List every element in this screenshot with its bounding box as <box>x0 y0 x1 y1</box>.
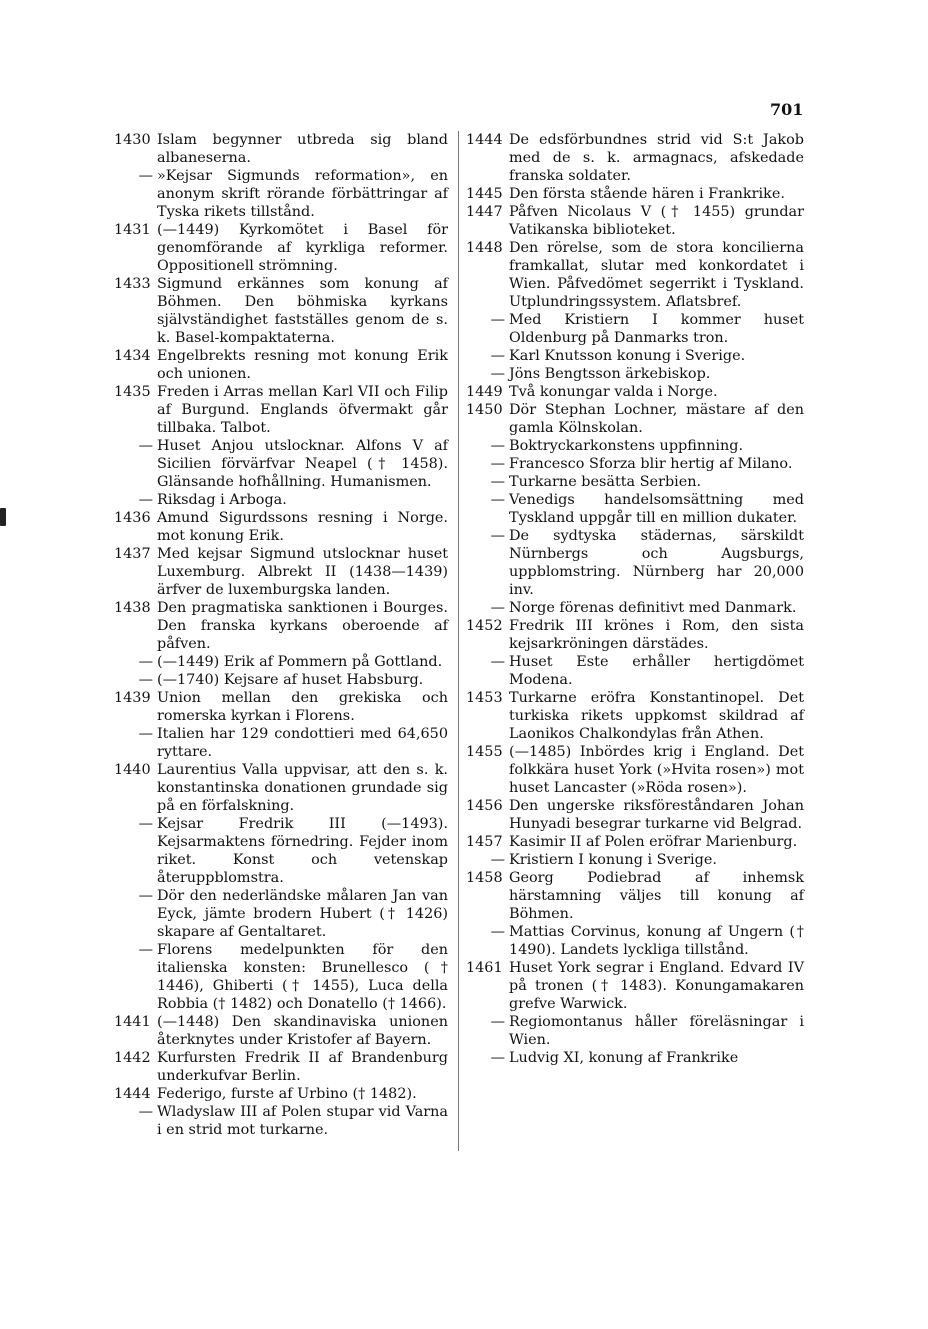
entry-text: Dör Stephan Lochner, mästare af den gamla Kölnskolan. <box>509 402 804 436</box>
entry-text: Den pragmatiska sanktionen i Bourges. Den franska kyrkans oberoende af påfven. <box>157 600 448 652</box>
entry-year: 1441 <box>114 1014 151 1030</box>
chronology-entry <box>114 1103 448 1139</box>
entry-year: — <box>490 924 505 940</box>
entry-text: Regiomontanus håller föreläsningar i Wien. <box>509 1014 804 1048</box>
entry-year: 1439 <box>114 690 151 706</box>
entry-text: (—1449) Erik af Pommern på Gottland. <box>157 654 443 670</box>
entry-year: 1438 <box>114 600 151 616</box>
entry-text: Norge förenas definitivt med Danmark. <box>509 600 797 616</box>
chronology-entry <box>466 869 804 923</box>
chronology-entry <box>114 653 448 671</box>
chronology-entry <box>466 599 804 617</box>
entry-text: (—1449) Kyrkomötet i Basel för genomförande af kyrkliga reformer. Oppositionell strömning. <box>157 222 448 274</box>
margin-mark <box>0 508 6 526</box>
entry-text: Engelbrekts resning mot konung Erik och unionen. <box>157 348 448 382</box>
entry-text: Ludvig XI, konung af Frankrike <box>509 1050 739 1066</box>
left-column <box>114 131 448 1139</box>
entry-text: Med kejsar Sigmund utslocknar huset Luxemburg. Albrekt II (1438—1439) ärfver de luxemburgska landen. <box>157 546 448 598</box>
chronology-entry <box>466 743 804 797</box>
chronology-entry <box>466 203 804 239</box>
entry-text: Turkarne besätta Serbien. <box>509 474 702 490</box>
chronology-entry <box>466 455 804 473</box>
entry-text: Jöns Bengtsson ärkebiskop. <box>509 366 711 382</box>
right-column <box>466 131 804 1067</box>
chronology-entry <box>466 617 804 653</box>
entry-year: 1442 <box>114 1050 151 1066</box>
entry-year: — <box>490 852 505 868</box>
entry-year: 1430 <box>114 132 151 148</box>
chronology-entry <box>114 941 448 1013</box>
entry-year: — <box>490 312 505 328</box>
entry-text: Venedigs handelsomsättning med Tyskland uppgår till en million dukater. <box>509 492 804 526</box>
chronology-entry <box>466 473 804 491</box>
entry-text: Mattias Corvinus, konung af Ungern († 1490). Landets lyckliga tillstånd. <box>509 924 804 958</box>
chronology-entry <box>466 185 804 203</box>
entry-year: — <box>490 366 505 382</box>
entry-text: Den rörelse, som de stora koncilierna framkallat, slutar med konkordatet i Wien. Påfvedömet segerrikt i Tyskland. Utplundringssystem. Aflatsbref. <box>509 240 804 310</box>
entry-year: 1456 <box>466 798 503 814</box>
chronology-entry <box>466 365 804 383</box>
entry-year: — <box>490 348 505 364</box>
entry-text: Wladyslaw III af Polen stupar vid Varna i en strid mot turkarne. <box>157 1104 448 1138</box>
chronology-entry <box>114 437 448 491</box>
entry-year: — <box>490 600 505 616</box>
entry-year: — <box>490 654 505 670</box>
entry-year: 1461 <box>466 960 503 976</box>
chronology-entry <box>466 797 804 833</box>
chronology-entry <box>114 599 448 653</box>
chronology-entry <box>114 761 448 815</box>
chronology-entry <box>114 383 448 437</box>
chronology-entry <box>114 671 448 689</box>
entry-text: Turkarne eröfra Konstantinopel. Det turkiska rikets uppkomst skildrad af Laonikos Chalkondylas från Athen. <box>509 690 804 742</box>
entry-year: — <box>490 1050 505 1066</box>
entry-text: Riksdag i Arboga. <box>157 492 287 508</box>
chronology-entry <box>466 527 804 599</box>
entry-year: 1450 <box>466 402 503 418</box>
chronology-entry <box>466 347 804 365</box>
entry-year: — <box>138 888 153 904</box>
entry-text: Påfven Nicolaus V († 1455) grundar Vatikanska biblioteket. <box>509 204 804 238</box>
chronology-entry <box>466 239 804 311</box>
entry-text: (—1448) Den skandinaviska unionen återknytes under Kristofer af Bayern. <box>157 1014 448 1048</box>
chronology-entry <box>114 509 448 545</box>
entry-text: Med Kristiern I kommer huset Oldenburg på Danmarks tron. <box>509 312 804 346</box>
chronology-entry <box>466 689 804 743</box>
chronology-entry <box>114 221 448 275</box>
chronology-entry <box>114 1049 448 1085</box>
entry-text: Huset York segrar i England. Edvard IV på tronen († 1483). Konungamakaren grefve Warwick. <box>509 960 804 1012</box>
entry-text: Huset Anjou utslocknar. Alfons V af Sicilien förvärfvar Neapel († 1458). Glänsande hofhållning. Humanismen. <box>157 438 448 490</box>
entry-text: (—1740) Kejsare af huset Habsburg. <box>157 672 424 688</box>
entry-text: Två konungar valda i Norge. <box>509 384 718 400</box>
page-number: 701 <box>770 100 804 119</box>
entry-year: 1447 <box>466 204 503 220</box>
entry-year: 1440 <box>114 762 151 778</box>
entry-year: 1435 <box>114 384 151 400</box>
chronology-entry <box>466 923 804 959</box>
entry-year: — <box>490 474 505 490</box>
entry-text: »Kejsar Sigmunds reformation», en anonym skrift rörande förbättringar af Tyska rikets tillstånd. <box>157 168 448 220</box>
chronology-entry <box>466 131 804 185</box>
entry-year: — <box>138 438 153 454</box>
chronology-entry <box>466 1049 804 1067</box>
entry-year: 1444 <box>466 132 503 148</box>
chronology-entry <box>466 401 804 437</box>
entry-text: De sydtyska städernas, särskildt Nürnbergs och Augsburgs, uppblomstring. Nürnberg har 20,000 inv. <box>509 528 804 598</box>
chronology-entry <box>114 131 448 167</box>
chronology-entry <box>466 311 804 347</box>
entry-text: Amund Sigurdssons resning i Norge. mot konung Erik. <box>157 510 448 544</box>
entry-year: — <box>138 942 153 958</box>
chronology-entry <box>466 491 804 527</box>
entry-year: 1452 <box>466 618 503 634</box>
chronology-entry <box>114 347 448 383</box>
chronology-entry <box>114 725 448 761</box>
chronology-entry <box>466 1013 804 1049</box>
entry-year: 1458 <box>466 870 503 886</box>
entry-year: — <box>490 528 505 544</box>
entry-text: Karl Knutsson konung i Sverige. <box>509 348 746 364</box>
chronology-entry <box>466 851 804 869</box>
entry-year: 1445 <box>466 186 503 202</box>
entry-year: 1448 <box>466 240 503 256</box>
entry-text: Boktryckarkonstens uppfinning. <box>509 438 744 454</box>
entry-year: — <box>138 672 153 688</box>
entry-text: De edsförbundnes strid vid S:t Jakob med de s. k. armagnacs, afskedade franska soldater. <box>509 132 804 184</box>
entry-text: Italien har 129 condottieri med 64,650 ryttare. <box>157 726 448 760</box>
entry-year: 1434 <box>114 348 151 364</box>
entry-text: Union mellan den grekiska och romerska kyrkan i Florens. <box>157 690 448 724</box>
chronology-entry <box>466 833 804 851</box>
entry-text: Kristiern I konung i Sverige. <box>509 852 717 868</box>
entry-year: 1431 <box>114 222 151 238</box>
chronology-entry <box>114 1085 448 1103</box>
chronology-entry <box>466 437 804 455</box>
entry-year: — <box>490 1014 505 1030</box>
entry-year: 1444 <box>114 1086 151 1102</box>
entry-year: 1453 <box>466 690 503 706</box>
chronology-entry <box>114 167 448 221</box>
chronology-entry <box>466 383 804 401</box>
chronology-entry <box>114 275 448 347</box>
entry-text: (—1485) Inbördes krig i England. Det folkkära huset York (»Hvita rosen») mot huset Lancaster (»Röda rosen»). <box>509 744 804 796</box>
entry-year: 1457 <box>466 834 503 850</box>
chronology-entry <box>466 959 804 1013</box>
chronology-entry <box>114 491 448 509</box>
entry-text: Fredrik III krönes i Rom, den sista kejsarkröningen därstädes. <box>509 618 804 652</box>
entry-year: — <box>138 654 153 670</box>
entry-text: Den första stående hären i Frankrike. <box>509 186 785 202</box>
chronology-entry <box>114 689 448 725</box>
entry-text: Laurentius Valla uppvisar, att den s. k. konstantinska donationen grundade sig på en förfalskning. <box>157 762 448 814</box>
chronology-entry <box>466 653 804 689</box>
entry-year: — <box>138 492 153 508</box>
entry-text: Islam begynner utbreda sig bland albaneserna. <box>157 132 448 166</box>
entry-year: — <box>138 1104 153 1120</box>
entry-text: Kurfursten Fredrik II af Brandenburg underkufvar Berlin. <box>157 1050 448 1084</box>
entry-year: — <box>138 726 153 742</box>
entry-year: 1437 <box>114 546 151 562</box>
entry-text: Florens medelpunkten för den italienska konsten: Brunellesco († 1446), Ghiberti († 1455), Luca della Robbia († 1482) och Donatello († 1466). <box>157 942 448 1012</box>
entry-year: — <box>490 492 505 508</box>
entry-text: Dör den nederländske målaren Jan van Eyck, jämte brodern Hubert († 1426) skapare af Gentaltaret. <box>157 888 448 940</box>
entry-year: 1436 <box>114 510 151 526</box>
chronology-entry <box>114 815 448 887</box>
entry-text: Federigo, furste af Urbino († 1482). <box>157 1086 417 1102</box>
entry-text: Sigmund erkännes som konung af Böhmen. Den böhmiska kyrkans självständighet fastställes genom de s. k. Basel-kompaktaterna. <box>157 276 448 346</box>
entry-year: — <box>138 168 153 184</box>
chronology-entry <box>114 887 448 941</box>
entry-year: 1455 <box>466 744 503 760</box>
entry-year: — <box>490 456 505 472</box>
entry-year: — <box>490 438 505 454</box>
entry-text: Freden i Arras mellan Karl VII och Filip af Burgund. Englands öfvermakt går tillbaka. Talbot. <box>157 384 448 436</box>
entry-text: Georg Podiebrad af inhemsk härstamning väljes till konung af Böhmen. <box>509 870 804 922</box>
entry-year: 1449 <box>466 384 503 400</box>
column-divider <box>458 131 459 1151</box>
entry-text: Den ungerske riksföreståndaren Johan Hunyadi besegrar turkarne vid Belgrad. <box>509 798 804 832</box>
entry-text: Francesco Sforza blir hertig af Milano. <box>509 456 793 472</box>
entry-text: Kasimir II af Polen eröfrar Marienburg. <box>509 834 798 850</box>
chronology-entry <box>114 545 448 599</box>
entry-year: — <box>138 816 153 832</box>
chronology-entry <box>114 1013 448 1049</box>
entry-year: 1433 <box>114 276 151 292</box>
entry-text: Huset Este erhåller hertigdömet Modena. <box>509 654 804 688</box>
entry-text: Kejsar Fredrik III (—1493). Kejsarmaktens förnedring. Fejder inom riket. Konst och vetenskap återuppblomstra. <box>157 816 448 886</box>
